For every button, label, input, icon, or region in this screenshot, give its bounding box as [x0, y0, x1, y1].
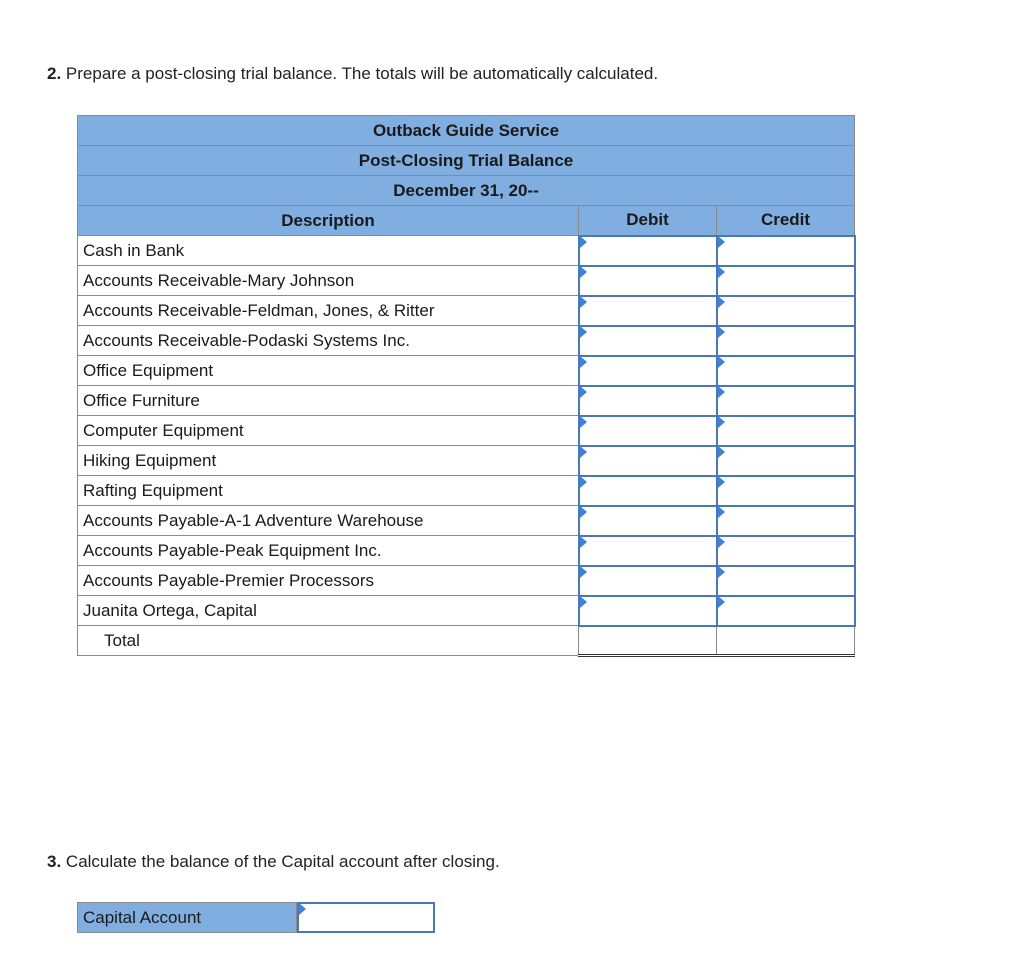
credit-cell: [717, 596, 855, 626]
debit-cell: [579, 356, 717, 386]
table-row: [78, 236, 855, 266]
debit-cell: [579, 416, 717, 446]
debit-input[interactable]: [580, 267, 716, 295]
input-marker-icon: [580, 506, 587, 518]
debit-input[interactable]: [580, 387, 716, 415]
debit-input[interactable]: [580, 237, 716, 265]
input-marker-icon: [718, 356, 725, 368]
input-marker-icon: [718, 506, 725, 518]
input-marker-icon: [718, 446, 725, 458]
input-marker-icon: [580, 416, 587, 428]
credit-input[interactable]: [718, 357, 854, 385]
capital-account-input[interactable]: [299, 904, 433, 931]
credit-input[interactable]: [718, 327, 854, 355]
input-marker-icon: [580, 536, 587, 548]
account-name: Office Equipment: [78, 356, 579, 386]
account-name: Juanita Ortega, Capital: [78, 596, 579, 626]
debit-cell: [579, 296, 717, 326]
question-2: [47, 64, 658, 84]
trial-balance-table: [77, 115, 856, 657]
input-marker-icon: [580, 386, 587, 398]
input-marker-icon: [718, 296, 725, 308]
debit-input[interactable]: [580, 357, 716, 385]
debit-input[interactable]: [580, 447, 716, 475]
input-marker-icon: [580, 476, 587, 488]
input-marker-icon: [580, 236, 587, 248]
table-row: [78, 566, 855, 596]
debit-input[interactable]: [580, 507, 716, 535]
table-row: [78, 386, 855, 416]
account-name: Accounts Payable-Peak Equipment Inc.: [78, 536, 579, 566]
debit-input[interactable]: [580, 477, 716, 505]
total-row: [78, 626, 855, 656]
account-name: Hiking Equipment: [78, 446, 579, 476]
input-marker-icon: [718, 566, 725, 578]
account-name: Rafting Equipment: [78, 476, 579, 506]
credit-input[interactable]: [718, 387, 854, 415]
input-marker-icon: [580, 446, 587, 458]
debit-input[interactable]: [580, 297, 716, 325]
credit-input[interactable]: [718, 417, 854, 445]
question-3: [47, 852, 500, 872]
credit-input[interactable]: [718, 237, 854, 265]
table-row: [78, 266, 855, 296]
debit-cell: [579, 326, 717, 356]
credit-input[interactable]: [718, 507, 854, 535]
input-marker-icon: [718, 476, 725, 488]
column-header-debit: Debit: [579, 206, 717, 236]
question-2-text: Prepare a post-closing trial balance. The totals will be automatically calculated.: [65, 64, 659, 83]
credit-cell: [717, 386, 855, 416]
column-header-credit: Credit: [717, 206, 855, 236]
credit-total: [717, 626, 855, 656]
debit-cell: [579, 536, 717, 566]
debit-input[interactable]: [580, 537, 716, 565]
debit-input[interactable]: [580, 567, 716, 595]
credit-cell: [717, 356, 855, 386]
input-marker-icon: [580, 356, 587, 368]
debit-cell: [579, 566, 717, 596]
input-marker-icon: [718, 416, 725, 428]
account-name: Accounts Receivable-Feldman, Jones, & Ritter: [78, 296, 579, 326]
input-marker-icon: [580, 566, 587, 578]
table-row: [78, 326, 855, 356]
input-marker-icon: [299, 903, 306, 915]
input-marker-icon: [580, 266, 587, 278]
capital-account-row: [77, 902, 435, 933]
credit-cell: [717, 446, 855, 476]
input-marker-icon: [580, 296, 587, 308]
credit-input[interactable]: [718, 477, 854, 505]
question-3-text: Calculate the balance of the Capital account after closing.: [65, 852, 500, 871]
input-marker-icon: [718, 266, 725, 278]
credit-cell: [717, 506, 855, 536]
account-name: Cash in Bank: [78, 236, 579, 266]
input-marker-icon: [580, 326, 587, 338]
table-row: [78, 296, 855, 326]
column-header-description: Description: [78, 206, 579, 236]
credit-input[interactable]: [718, 267, 854, 295]
account-name: Accounts Receivable-Podaski Systems Inc.: [78, 326, 579, 356]
debit-cell: [579, 476, 717, 506]
debit-input[interactable]: [580, 327, 716, 355]
table-row: [78, 416, 855, 446]
credit-cell: [717, 236, 855, 266]
account-name: Office Furniture: [78, 386, 579, 416]
table-row: [78, 506, 855, 536]
total-label: Total: [78, 626, 579, 656]
table-row: [78, 476, 855, 506]
credit-input[interactable]: [718, 297, 854, 325]
account-name: Accounts Payable-A-1 Adventure Warehouse: [78, 506, 579, 536]
capital-account-label: Capital Account: [77, 902, 297, 933]
input-marker-icon: [718, 326, 725, 338]
debit-cell: [579, 236, 717, 266]
question-3-number: 3.: [47, 852, 62, 871]
credit-input[interactable]: [718, 447, 854, 475]
statement-date: December 31, 20--: [78, 176, 855, 206]
table-row: [78, 536, 855, 566]
credit-cell: [717, 536, 855, 566]
account-name: Accounts Receivable-Mary Johnson: [78, 266, 579, 296]
input-marker-icon: [580, 596, 587, 608]
input-marker-icon: [718, 236, 725, 248]
credit-cell: [717, 296, 855, 326]
debit-cell: [579, 506, 717, 536]
debit-cell: [579, 386, 717, 416]
input-marker-icon: [718, 536, 725, 548]
table-row: [78, 596, 855, 626]
table-row: [78, 356, 855, 386]
credit-input[interactable]: [718, 567, 854, 595]
debit-cell: [579, 596, 717, 626]
credit-cell: [717, 416, 855, 446]
credit-input[interactable]: [718, 537, 854, 565]
capital-account-cell: [297, 902, 435, 933]
credit-cell: [717, 326, 855, 356]
debit-cell: [579, 266, 717, 296]
input-marker-icon: [718, 386, 725, 398]
debit-input[interactable]: [580, 597, 716, 625]
account-name: Computer Equipment: [78, 416, 579, 446]
credit-cell: [717, 476, 855, 506]
debit-input[interactable]: [580, 417, 716, 445]
debit-total: [579, 626, 717, 656]
input-marker-icon: [718, 596, 725, 608]
credit-cell: [717, 566, 855, 596]
account-name: Accounts Payable-Premier Processors: [78, 566, 579, 596]
debit-cell: [579, 446, 717, 476]
company-name: Outback Guide Service: [78, 116, 855, 146]
question-2-number: 2.: [47, 64, 62, 83]
table-row: [78, 446, 855, 476]
statement-title: Post-Closing Trial Balance: [78, 146, 855, 176]
credit-input[interactable]: [718, 597, 854, 625]
credit-cell: [717, 266, 855, 296]
